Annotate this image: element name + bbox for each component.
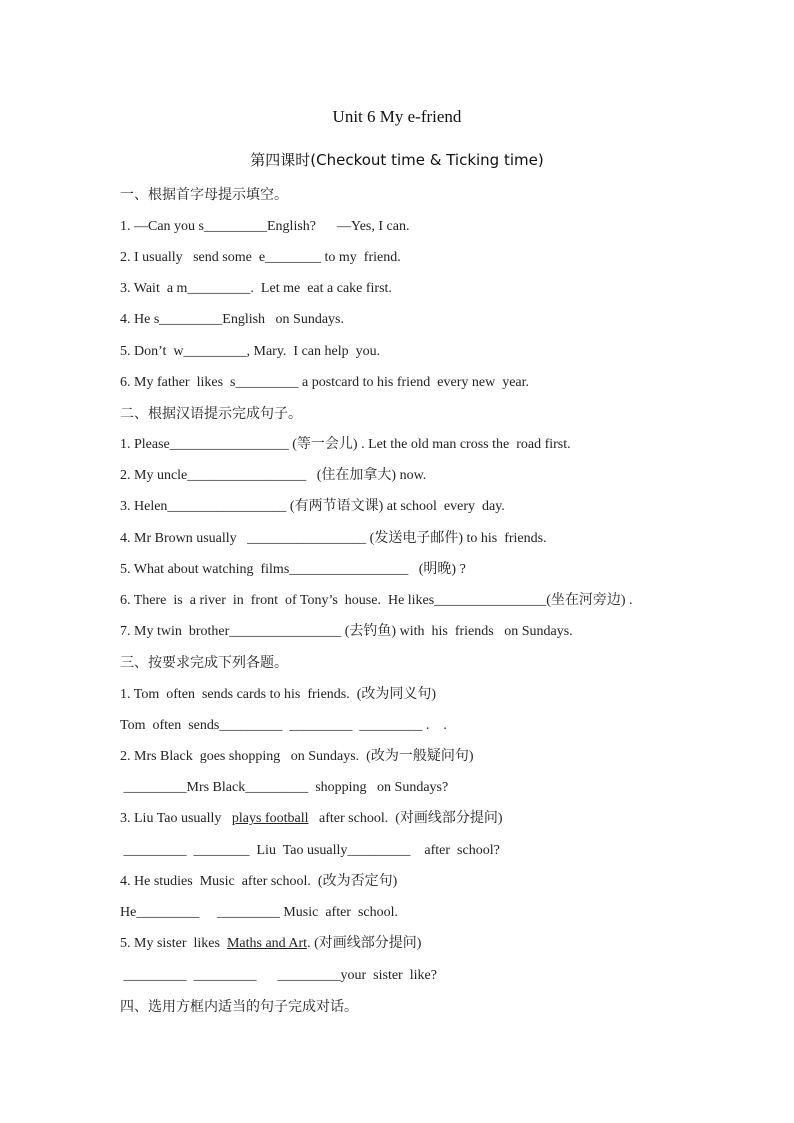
exercise-line: [120, 810, 503, 828]
exercise-line: 5. Don’t w_________, Mary. I can help you.: [120, 344, 381, 359]
exercise-line: 1. —Can you s_________English? —Yes, I can.: [120, 219, 410, 234]
page-title: Unit 6 My e-friend: [332, 107, 462, 126]
section-heading-2: 二、根据汉语提示完成句子。: [120, 406, 302, 422]
line-text: . (对画线部分提问): [307, 936, 422, 951]
exercise-line: [120, 935, 421, 953]
exercise-line: 2. My uncle_________________ (住在加拿大) now.: [120, 468, 427, 483]
exercise-line: 5. What about watching films_________________ (明晚) ?: [120, 562, 466, 577]
exercise-line: 2. Mrs Black goes shopping on Sundays. (改为一般疑问句): [120, 749, 474, 764]
answer-line: He_________ _________ Music after school.: [120, 905, 399, 920]
answer-line: Tom often sends_________ _________ _________ . .: [120, 718, 447, 733]
exercise-line: 1. Tom often sends cards to his friends. (改为同义句): [120, 687, 437, 702]
line-text: after school. (对画线部分提问): [308, 811, 503, 826]
exercise-line: 6. My father likes s_________ a postcard to his friend every new year.: [120, 375, 530, 390]
section-heading-4: 四、选用方框内适当的句子完成对话。: [120, 999, 358, 1015]
exercise-line: 1. Please_________________ (等一会儿) . Let the old man cross the road first.: [120, 437, 571, 452]
line-text: 3. Liu Tao usually: [120, 811, 232, 826]
underlined-phrase: Maths and Art: [226, 936, 308, 951]
exercise-line: 3. Helen_________________ (有两节语文课) at school every day.: [120, 499, 505, 514]
exercise-line: 4. He s_________English on Sundays.: [120, 312, 344, 327]
answer-line: _________ _________ _________your sister like?: [120, 968, 437, 983]
underlined-phrase: plays football: [231, 811, 309, 826]
page-subtitle: 第四课时(Checkout time & Ticking time): [250, 151, 544, 169]
section-heading-1: 一、根据首字母提示填空。: [120, 187, 288, 203]
line-text: 5. My sister likes: [120, 936, 227, 951]
exercise-line: 7. My twin brother________________ (去钓鱼) with his friends on Sundays.: [120, 624, 573, 639]
exercise-line: 2. I usually send some e________ to my friend.: [120, 250, 401, 265]
section-heading-3: 三、按要求完成下列各题。: [120, 655, 288, 671]
answer-line: _________Mrs Black_________ shopping on Sundays?: [120, 780, 449, 795]
exercise-line: 4. Mr Brown usually _________________ (发送电子邮件) to his friends.: [120, 531, 547, 546]
exercise-line: 3. Wait a m_________. Let me eat a cake first.: [120, 281, 392, 296]
exercise-line: 6. There is a river in front of Tony’s house. He likes________________(坐在河旁边) .: [120, 593, 633, 608]
exercise-line: 4. He studies Music after school. (改为否定句): [120, 874, 398, 889]
answer-line: _________ ________ Liu Tao usually_________ after school?: [120, 843, 500, 858]
